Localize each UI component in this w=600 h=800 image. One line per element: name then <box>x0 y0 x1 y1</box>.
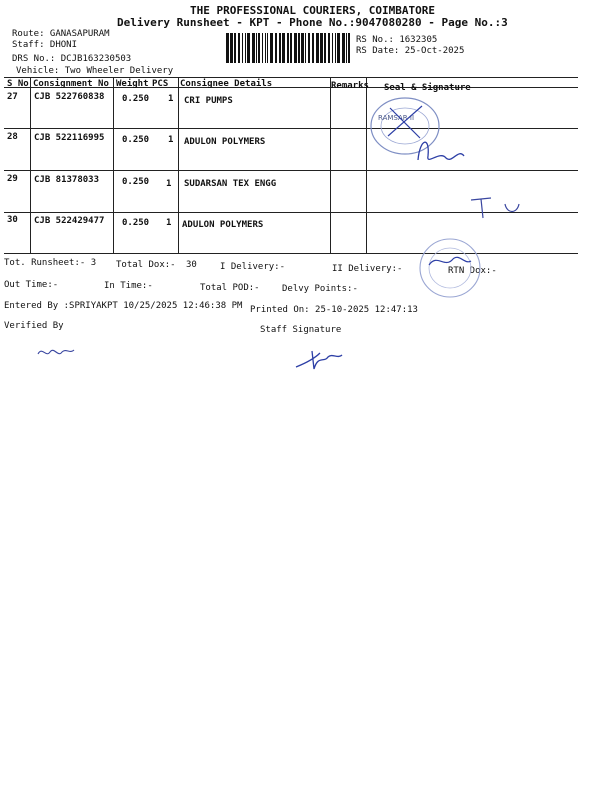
barcode-bar <box>238 33 240 63</box>
barcode-bar <box>337 33 340 63</box>
barcode-bar <box>348 33 350 63</box>
signature-row-28 <box>410 130 470 170</box>
drs-number: DRS No.: DCJB163230503 <box>12 54 132 64</box>
col-header-consignee: Consignee Details <box>180 79 273 89</box>
row-consignee: CRI PUMPS <box>184 96 233 106</box>
row-consignee: SUDARSAN TEX ENGG <box>184 179 277 189</box>
barcode-bar <box>320 33 323 63</box>
row-divider <box>4 128 578 129</box>
barcode-bar <box>335 33 336 63</box>
row-consignee: ADULON POLYMERS <box>184 137 266 147</box>
out-time: Out Time:- <box>4 280 59 290</box>
barcode-bar <box>312 33 314 63</box>
row-sno: 28 <box>7 132 18 142</box>
row-consignment: CJB 522429477 <box>34 216 105 226</box>
col-header-consignment: Consignment No <box>33 79 109 89</box>
tot-runsheet: Tot. Runsheet:- 3 <box>4 258 97 268</box>
ii-delivery: II Delivery:- <box>332 264 403 274</box>
barcode-bar <box>282 33 285 63</box>
row-pcs: 1 <box>166 218 172 228</box>
printed-on: Printed On: 25-10-2025 12:47:13 <box>250 305 418 315</box>
col-header-seal: Seal & Signature <box>384 83 471 93</box>
total-dox-value: 30 <box>186 260 197 270</box>
column-divider <box>30 77 31 253</box>
barcode-image <box>226 33 354 63</box>
column-divider <box>178 77 179 253</box>
barcode-bar <box>245 33 246 63</box>
row-pcs: 1 <box>166 179 172 189</box>
barcode-bar <box>234 33 236 63</box>
row-consignment: CJB 522116995 <box>34 133 105 143</box>
staff-signature-label: Staff Signature <box>260 325 342 335</box>
barcode-bar <box>265 33 266 63</box>
rs-date: RS Date: 25-Oct-2025 <box>356 46 465 56</box>
total-dox-label: Total Dox:- <box>116 260 176 270</box>
staff-signature-mark <box>292 345 348 375</box>
barcode-bar <box>275 33 277 63</box>
verified-by: Verified By <box>4 321 64 331</box>
signature-row-29 <box>465 192 535 222</box>
barcode-bar <box>230 33 233 63</box>
barcode-bar <box>252 33 255 63</box>
barcode-bar <box>247 33 250 63</box>
barcode-bar <box>332 33 333 63</box>
barcode-bar <box>262 33 263 63</box>
company-title: THE PROFESSIONAL COURIERS, COIMBATORE <box>190 4 436 17</box>
barcode-bar <box>287 33 289 63</box>
col-header-remarks: Remarks <box>331 81 369 91</box>
entered-by: Entered By :SPRIYAKPT 10/25/2025 12:46:38 PM <box>4 301 243 311</box>
total-pod: Total POD:- <box>200 283 260 293</box>
column-divider <box>330 77 331 253</box>
row-pcs: 1 <box>168 135 174 145</box>
row-consignee: ADULON POLYMERS <box>182 220 264 230</box>
row-divider <box>4 170 578 171</box>
barcode-bar <box>279 33 281 63</box>
col-header-sno: S No <box>7 79 29 89</box>
barcode-bar <box>301 33 304 63</box>
row-weight: 0.250 <box>122 94 150 104</box>
table-top-border <box>4 77 578 78</box>
row-pcs: 1 <box>168 94 174 104</box>
row-sno: 30 <box>7 215 18 225</box>
barcode-bar <box>242 33 243 63</box>
table-bottom-border <box>4 253 578 254</box>
barcode-bar <box>256 33 257 63</box>
barcode-bar <box>267 33 268 63</box>
column-divider <box>113 77 114 253</box>
row-consignment: CJB 81378033 <box>34 175 100 185</box>
col-header-pcs: PCS <box>152 79 169 89</box>
row-sno: 29 <box>7 174 18 184</box>
barcode-bar <box>270 33 273 63</box>
barcode-bar <box>294 33 297 63</box>
rtn-dox: RTN Dox:- <box>448 266 497 276</box>
barcode-bar <box>316 33 319 63</box>
barcode-bar <box>308 33 310 63</box>
verifier-signature <box>34 340 84 364</box>
i-delivery: I Delivery:- <box>220 262 286 272</box>
row-sno: 27 <box>7 92 18 102</box>
row-weight: 0.250 <box>122 135 150 145</box>
runsheet-subtitle: Delivery Runsheet - KPT - Phone No.:9047080280 - Page No.:3 <box>117 16 508 29</box>
barcode-bar <box>226 33 229 63</box>
barcode-bar <box>298 33 300 63</box>
staff-label: Staff: DHONI <box>12 40 78 50</box>
vehicle-label: Vehicle: Two Wheeler Delivery <box>16 66 174 76</box>
barcode-bar <box>328 33 330 63</box>
route-label: Route: GANASAPURAM <box>12 29 110 39</box>
row-consignment: CJB 522760838 <box>34 92 105 102</box>
barcode-bar <box>324 33 326 63</box>
row-weight: 0.250 <box>122 218 150 228</box>
rs-number: RS No.: 1632305 <box>356 35 438 45</box>
barcode-bar <box>342 33 345 63</box>
col-header-weight: Weight <box>116 79 149 89</box>
row-weight: 0.250 <box>122 177 150 187</box>
barcode-bar <box>258 33 260 63</box>
in-time: In Time:- <box>104 281 153 291</box>
barcode-bar <box>290 33 292 63</box>
seal-stamp-2 <box>415 235 485 301</box>
barcode-bar <box>346 33 347 63</box>
barcode-bar <box>305 33 306 63</box>
delvy-points: Delvy Points:- <box>282 284 358 294</box>
stamp-text: RAMSAR-II <box>378 114 415 122</box>
